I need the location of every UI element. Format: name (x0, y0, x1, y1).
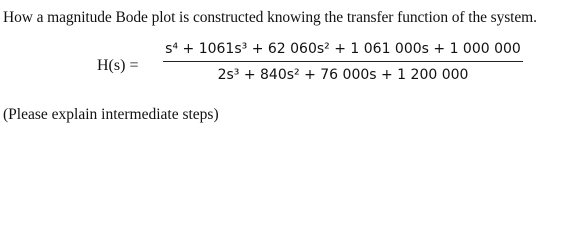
instruction-note: (Please explain intermediate steps) (3, 106, 219, 123)
denominator: 2s³ + 840s² + 76 000s + 1 200 000 (217, 67, 469, 83)
transfer-function-equation (0, 38, 575, 98)
fraction (163, 38, 523, 86)
fraction-bar (163, 61, 523, 62)
equation-lhs: H(s) = (97, 57, 139, 74)
question-text: How a magnitude Bode plot is constructed knowing the transfer function of the system. (3, 9, 537, 26)
numerator: s⁴ + 1061s³ + 62 060s² + 1 061 000s + 1 000 000 (165, 41, 521, 57)
